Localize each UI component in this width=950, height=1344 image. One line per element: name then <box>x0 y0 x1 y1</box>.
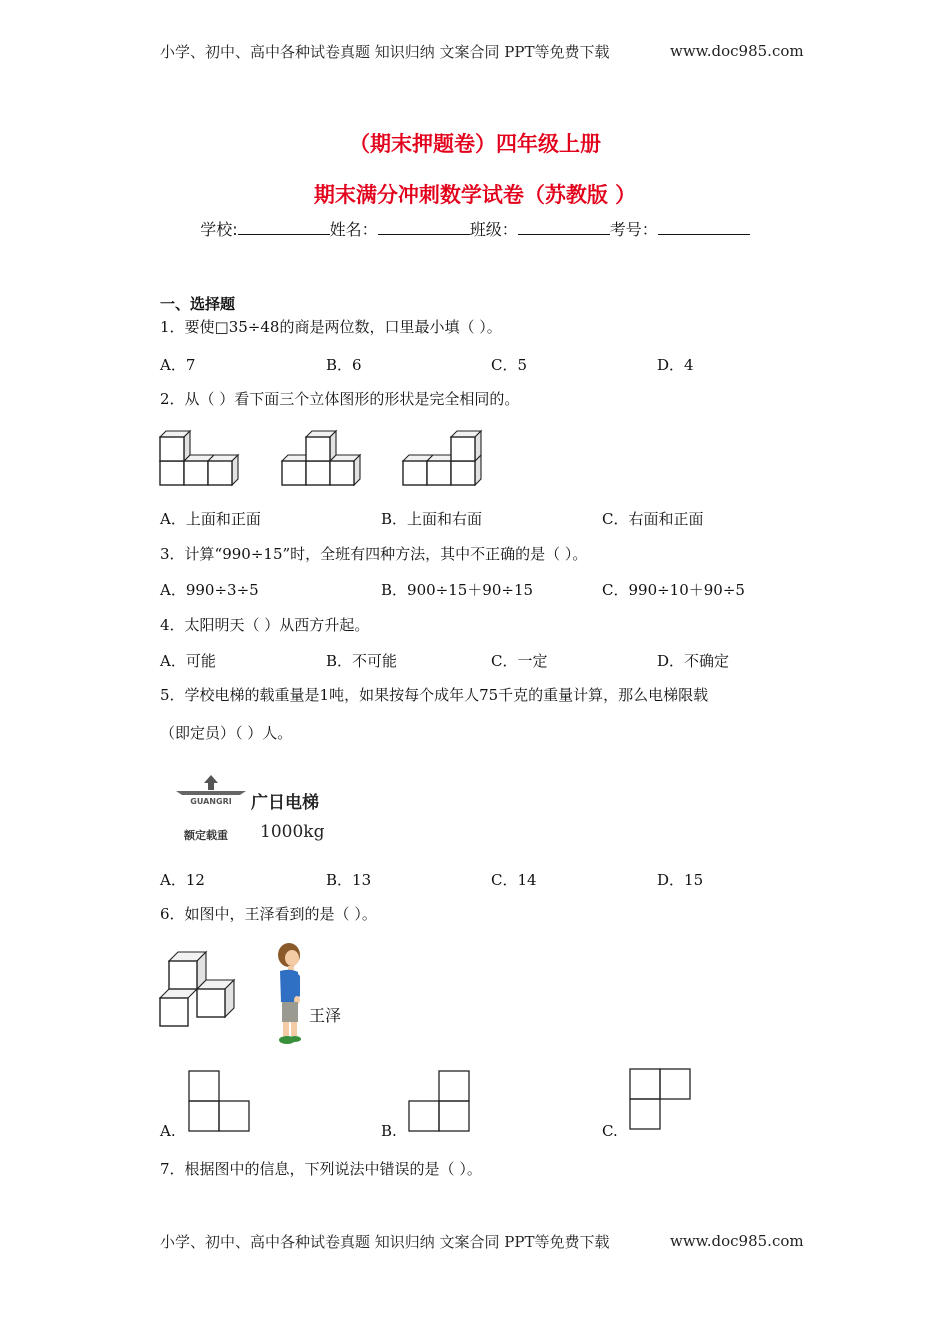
q2-figure-2 <box>280 427 370 489</box>
person-label: 王泽 <box>309 1006 342 1025</box>
q6-option-a[interactable]: A. <box>160 1122 176 1140</box>
question-1-stem: 1．要使□35÷48的商是两位数，口里最小填（ ）。 <box>160 318 502 336</box>
header-site[interactable]: www.doc985.com <box>670 42 804 60</box>
q1-option-d[interactable]: D．4 <box>657 356 694 374</box>
class-blank[interactable] <box>518 220 610 235</box>
elevator-capacity: 1000kg <box>260 822 325 842</box>
q6-cube-figure <box>158 950 240 1030</box>
name-blank[interactable] <box>378 220 470 235</box>
q4-option-c[interactable]: C．一定 <box>491 652 548 670</box>
q3-option-b[interactable]: B．900÷15＋90÷15 <box>381 581 534 599</box>
elevator-brand: 广日电梯 <box>251 793 319 813</box>
exam-no-label: 考号： <box>609 220 658 239</box>
q3-option-c[interactable]: C．990÷10＋90÷5 <box>602 581 745 599</box>
elevator-logo-icon <box>174 773 248 807</box>
question-7-stem: 7．根据图中的信息，下列说法中错误的是（ ）。 <box>160 1160 482 1178</box>
q4-option-a[interactable]: A．可能 <box>160 652 216 670</box>
q1-option-b[interactable]: B．6 <box>326 356 362 374</box>
q3-option-a[interactable]: A．990÷3÷5 <box>160 581 259 599</box>
question-5-stem-cont: （即定员）（ ）人。 <box>160 724 293 742</box>
header-text: 小学、初中、高中各种试卷真题 知识归纳 文案合同 PPT等免费下载 <box>160 43 610 61</box>
cube <box>208 455 238 485</box>
q2-figure-1 <box>158 427 248 489</box>
q6-option-b-figure[interactable] <box>408 1070 472 1134</box>
question-6-stem: 6．如图中，王泽看到的是（ ）。 <box>160 905 377 923</box>
student-info-line <box>0 217 950 240</box>
q6-option-c-figure[interactable] <box>629 1068 693 1132</box>
q6-option-c[interactable]: C. <box>602 1122 618 1140</box>
question-3-stem: 3．计算“990÷15”时，全班有四种方法，其中不正确的是（ ）。 <box>160 545 588 563</box>
q4-option-b[interactable]: B．不可能 <box>326 652 398 670</box>
question-5-stem: 5．学校电梯的载重量是1吨，如果按每个成年人75千克的重量计算，那么电梯限载 <box>160 686 709 704</box>
q2-option-b[interactable]: B．上面和右面 <box>381 510 483 528</box>
cube <box>160 431 190 461</box>
q1-option-a[interactable]: A．7 <box>160 356 196 374</box>
q2-option-c[interactable]: C．右面和正面 <box>602 510 704 528</box>
q1-option-c[interactable]: C．5 <box>491 356 528 374</box>
boy-figure-icon <box>268 940 308 1050</box>
name-label: 姓名： <box>329 220 378 239</box>
q6-option-a-figure[interactable] <box>188 1070 252 1134</box>
page-title-line1: （期末押题卷）四年级上册 <box>349 132 601 156</box>
q2-option-a[interactable]: A．上面和正面 <box>160 510 261 528</box>
school-label: 学校: <box>200 220 238 239</box>
q5-option-c[interactable]: C．14 <box>491 871 537 889</box>
school-blank[interactable] <box>238 220 330 235</box>
question-4-stem: 4．太阳明天（ ）从西方升起。 <box>160 616 370 634</box>
footer-text: 小学、初中、高中各种试卷真题 知识归纳 文案合同 PPT等免费下载 <box>160 1233 610 1251</box>
exam-no-blank[interactable] <box>658 220 750 235</box>
q5-option-b[interactable]: B．13 <box>326 871 372 889</box>
q5-option-a[interactable]: A．12 <box>160 871 205 889</box>
elevator-label: 额定载重 <box>184 829 228 842</box>
class-label: 班级： <box>469 220 518 239</box>
q4-option-d[interactable]: D．不确定 <box>657 652 730 670</box>
elevator-logo-text: GUANGRI <box>190 797 232 806</box>
page-title-line2: 期末满分冲刺数学试卷（苏教版 ） <box>313 183 637 207</box>
question-2-stem: 2．从（ ）看下面三个立体图形的形状是完全相同的。 <box>160 390 520 408</box>
q6-option-b[interactable]: B. <box>381 1122 397 1140</box>
footer-site[interactable]: www.doc985.com <box>670 1232 804 1250</box>
q2-figure-3 <box>401 427 491 489</box>
section-title: 一、选择题 <box>160 295 236 313</box>
q5-option-d[interactable]: D．15 <box>657 871 704 889</box>
